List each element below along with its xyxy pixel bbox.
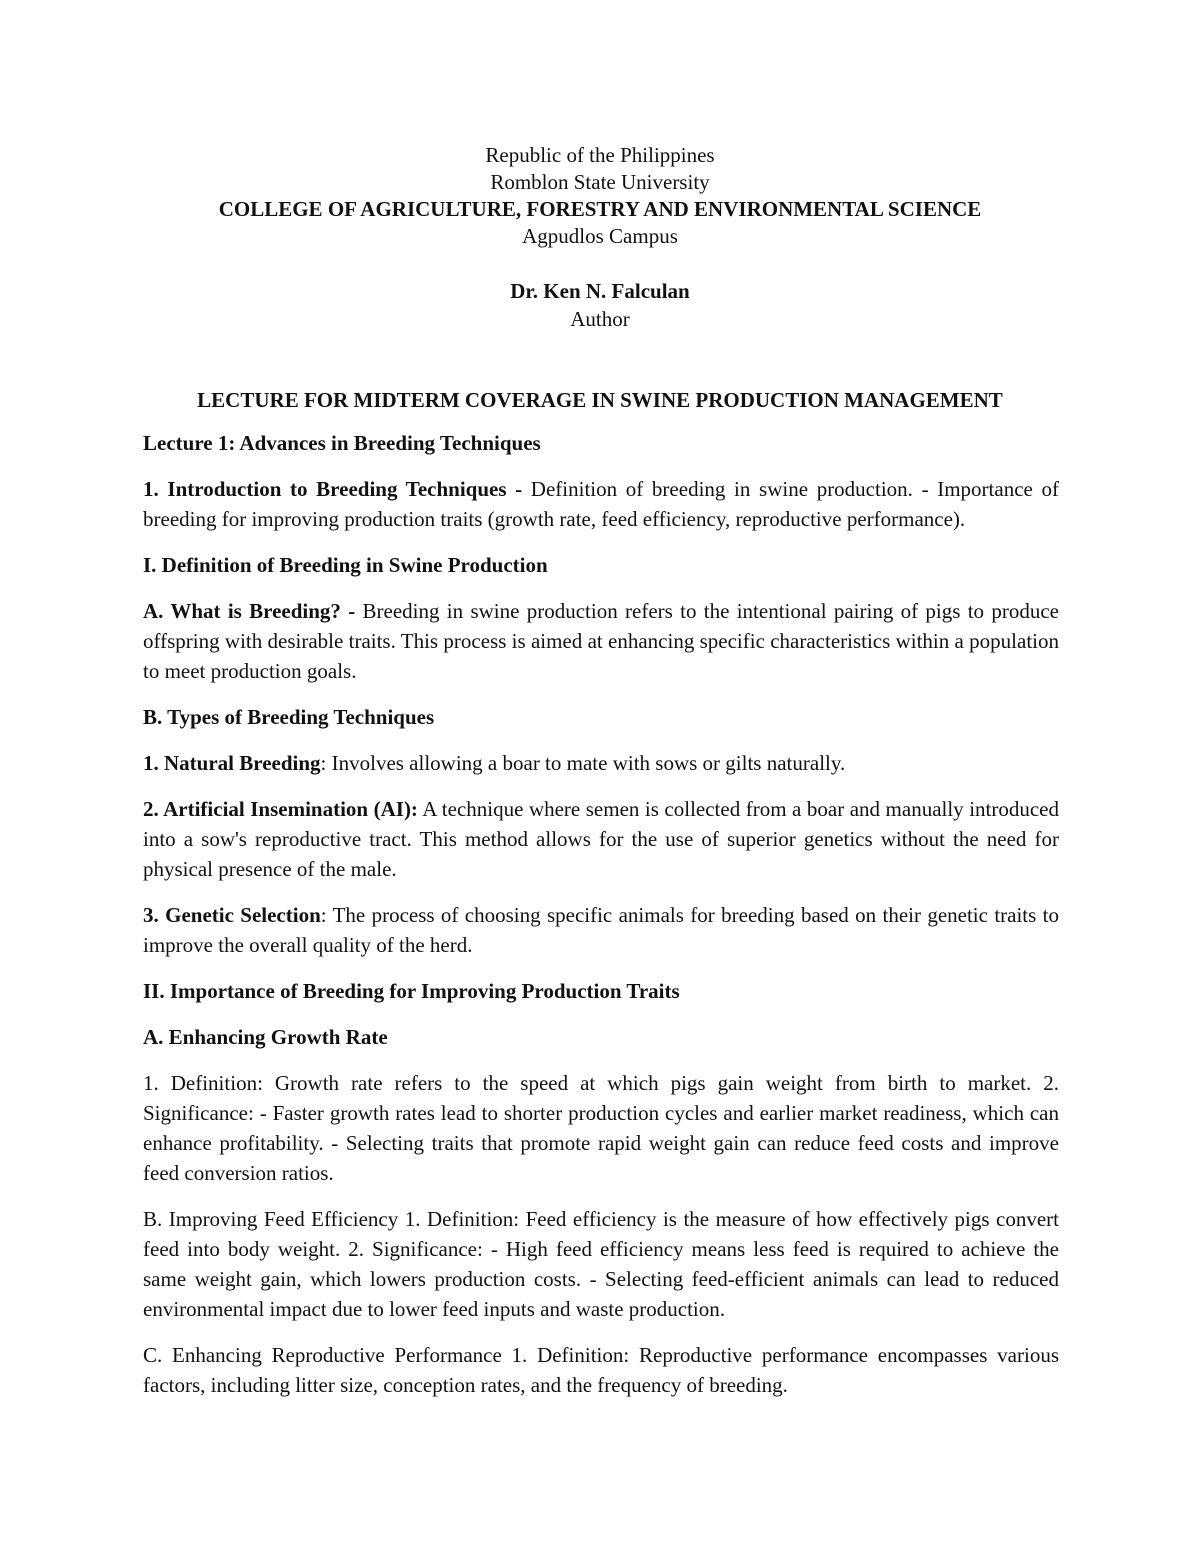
section-2-heading: II. Importance of Breeding for Improving Production Traits [143, 979, 680, 1003]
intro-paragraph [143, 474, 1059, 534]
lecture-heading: Lecture 1: Advances in Breeding Techniques [143, 431, 541, 455]
section-1-a-paragraph [143, 596, 1059, 686]
section-2-a-heading: A. Enhancing Growth Rate [143, 1025, 388, 1049]
breeding-item-genetic: 3. Genetic Selection: The process of choosing specific animals for breeding based on their genetic traits to improve the overall quality of the herd. [143, 903, 1059, 957]
document-body [143, 428, 1059, 1400]
breeding-item-natural: 1. Natural Breeding: Involves allowing a boar to mate with sows or gilts naturally. [143, 751, 846, 775]
document-title: LECTURE FOR MIDTERM COVERAGE IN SWINE PRODUCTION MANAGEMENT [197, 388, 1003, 412]
intro-label: 1. Introduction to Breeding Techniques - [143, 477, 523, 501]
section-1-b-heading: B. Types of Breeding Techniques [143, 705, 435, 729]
section-1-a-text: Breeding in swine production refers to the intentional pairing of pigs to produce offspring with desirable traits. This process is aimed at enhancing specific characteristics within a population to meet production goals. [143, 599, 1059, 683]
author-name: Dr. Ken N. Falculan [510, 279, 690, 303]
header-republic: Republic of the Philippines [485, 143, 715, 167]
section-2-c-paragraph: C. Enhancing Reproductive Performance 1. Definition: Reproductive performance encompasses various factors, including litter size, conception rates, and the frequency of breeding. [143, 1343, 1059, 1397]
document-header [0, 142, 1200, 250]
section-1-heading: I. Definition of Breeding in Swine Production [143, 553, 548, 577]
section-2-b-paragraph: B. Improving Feed Efficiency 1. Definition: Feed efficiency is the measure of how effectively pigs convert feed into body weight. 2. Significance: - High feed efficiency means less feed is required to achieve the same weight gain, which lowers production costs. - Selecting feed-efficient animals can lead to reduced environmental impact due to lower feed inputs and waste production. [143, 1207, 1059, 1321]
header-campus: Agpudlos Campus [522, 224, 678, 248]
intro-text: Definition of breeding in swine production. - Importance of breeding for improving production traits (growth rate, feed efficiency, reproductive performance). [143, 477, 1059, 531]
author-block [0, 277, 1200, 333]
header-college: COLLEGE OF AGRICULTURE, FORESTRY AND ENVIRONMENTAL SCIENCE [218, 197, 982, 221]
author-role: Author [570, 307, 630, 331]
section-2-a-paragraph: 1. Definition: Growth rate refers to the speed at which pigs gain weight from birth to market. 2. Significance: - Faster growth rates lead to shorter production cycles and earlier market readiness, which can enhance profitability. - Selecting traits that promote rapid weight gain can reduce feed costs and improve feed conversion ratios. [143, 1071, 1059, 1185]
section-1-a-label: A. What is Breeding? - [143, 599, 356, 623]
breeding-item-ai: 2. Artificial Insemination (AI): A technique where semen is collected from a boar and manually introduced into a sow's reproductive tract. This method allows for the use of superior genetics without the need for physical presence of the male. [143, 797, 1059, 881]
header-university: Romblon State University [490, 170, 710, 194]
